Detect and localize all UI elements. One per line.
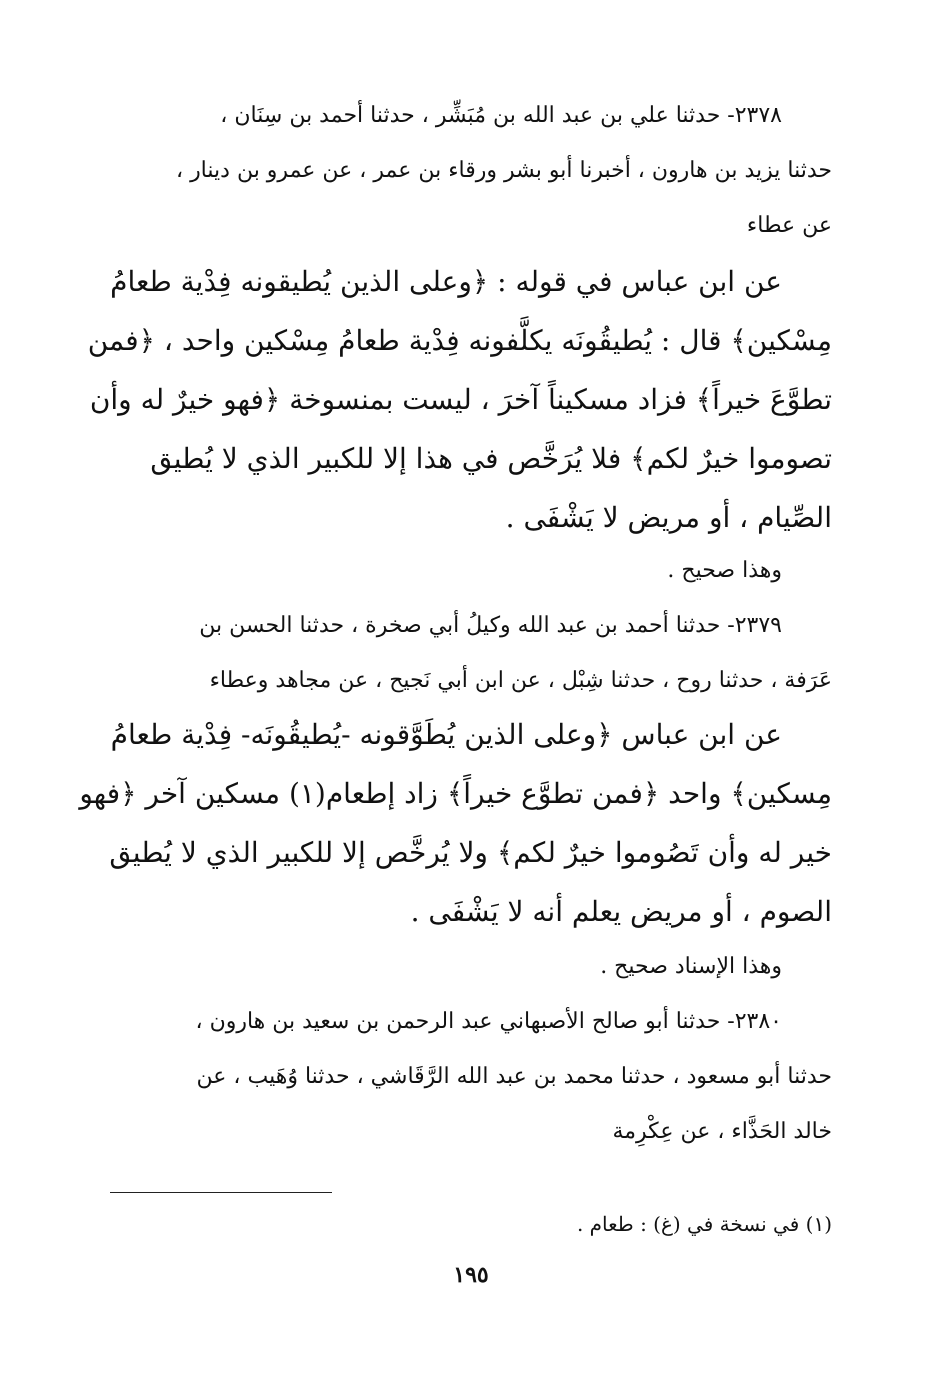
grading-line: وهذا الإسناد صحيح .: [600, 954, 782, 979]
matn-line: تصوموا خيرٌ لكم﴾ فلا يُرَخَّص في هذا إلا للكبير الذي لا يُطيق: [150, 442, 832, 475]
hadith-2379-matn: [79, 705, 832, 941]
hadith-2378-isnad: [122, 88, 832, 253]
isnad-line: عَرَفة ، حدثنا روح ، حدثنا شِبْل ، عن ابن أبي نَجيح ، عن مجاهد وعطاء: [209, 668, 832, 693]
footnote-divider: [110, 1192, 332, 1193]
matn-line: الصِّيام ، أو مريض لا يَشْفَى .: [505, 501, 832, 534]
matn-line: مِسْكين﴾ قال : يُطيقُونَه يكلَّفونه فِدْية طعامُ مِسْكين واحد ، ﴿فمن: [87, 324, 832, 357]
grading-line: وهذا صحيح .: [667, 558, 782, 583]
hadith-2378-grading: [122, 543, 832, 598]
matn-line: عن ابن عباس ﴿وعلى الذين يُطَوَّقونه -يُطيقُونَه- فِدْية طعامُ: [110, 718, 782, 751]
page-number: ١٩٥: [453, 1262, 489, 1288]
isnad-line: ٢٣٧٩- حدثنا أحمد بن عبد الله وكيلُ أبي صخرة ، حدثنا الحسن بن: [199, 613, 782, 638]
footnote: (١) في نسخة في (غ) : طعام .: [576, 1212, 832, 1236]
hadith-2378-matn: [87, 252, 832, 547]
isnad-line: ٢٣٧٨- حدثنا علي بن عبد الله بن مُبَشِّر ، حدثنا أحمد بن سِنَان ،: [220, 103, 782, 128]
isnad-line: حدثنا أبو مسعود ، حدثنا محمد بن عبد الله الرَّقَاشي ، حدثنا وُهَيب ، عن: [196, 1064, 832, 1089]
hadith-2379-grading: [122, 939, 832, 994]
matn-line: الصوم ، أو مريض يعلم أنه لا يَشْفَى .: [410, 895, 832, 928]
isnad-line: عن عطاء: [746, 213, 832, 238]
matn-line: خير له وأن تَصُوموا خيرٌ لكم﴾ ولا يُرخَّص إلا للكبير الذي لا يُطيق: [109, 836, 832, 869]
matn-line: تطوَّعَ خيراً﴾ فزاد مسكيناً آخرَ ، ليست بمنسوخة ﴿فهو خيرٌ له وأن: [89, 383, 832, 416]
isnad-line: حدثنا يزيد بن هارون ، أخبرنا أبو بشر ورقاء بن عمر ، عن عمرو بن دينار ،: [175, 158, 832, 183]
matn-line: مِسكين﴾ واحد ﴿فمن تطوَّع خيراً﴾ زاد إطعام(١) مسكين آخر ﴿فهو: [79, 777, 832, 810]
isnad-line: خالد الحَذَّاء ، عن عِكْرِمة: [612, 1119, 832, 1144]
hadith-2379-isnad: [122, 598, 832, 708]
matn-line: عن ابن عباس في قوله : ﴿وعلى الذين يُطيقونه فِدْية طعامُ: [110, 265, 782, 298]
isnad-line: ٢٣٨٠- حدثنا أبو صالح الأصبهاني عبد الرحمن بن سعيد بن هارون ،: [195, 1009, 782, 1034]
hadith-2380-isnad: [122, 994, 832, 1159]
